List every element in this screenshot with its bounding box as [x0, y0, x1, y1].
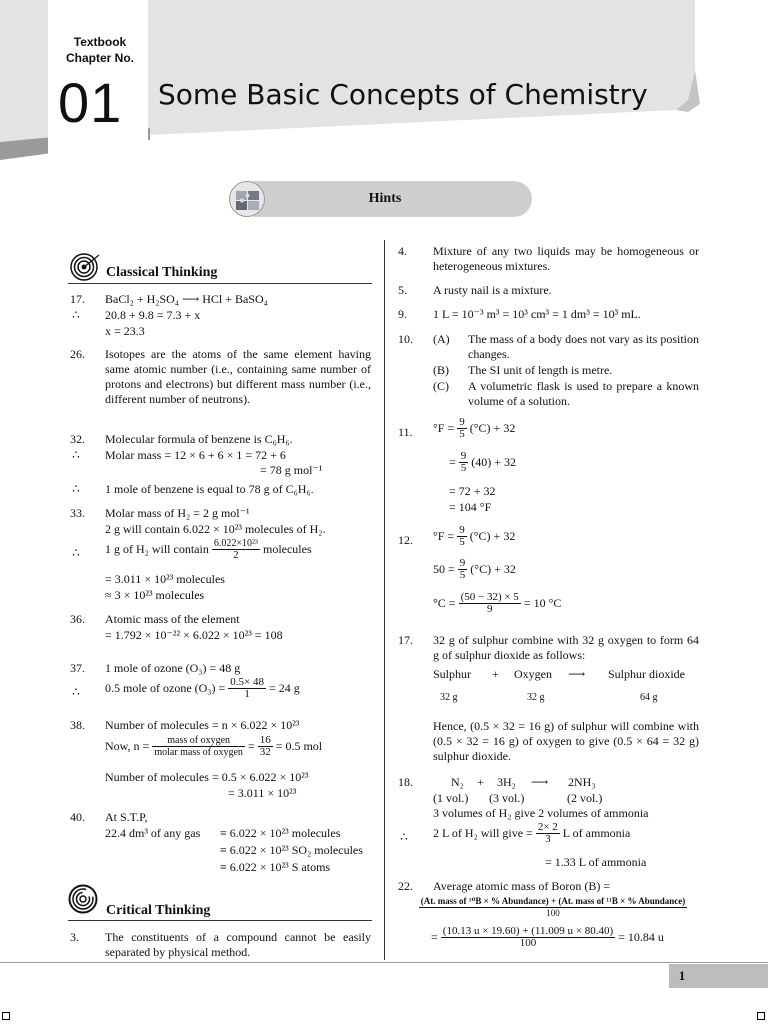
reaction-term: Sulphur	[433, 667, 472, 681]
fraction	[458, 558, 468, 581]
fraction	[419, 896, 687, 919]
fraction-prefix: Now, n =	[105, 739, 150, 753]
fraction-suffix: (°C) + 32	[470, 562, 516, 576]
answer-line: = 104 °F	[449, 500, 492, 514]
question-number: 12.	[398, 533, 413, 547]
fraction-suffix: = 0.5 mol	[275, 739, 323, 753]
fraction-line	[105, 677, 300, 700]
option-text: The SI unit of length is metre.	[468, 363, 613, 377]
fraction-numerator: 9	[459, 416, 465, 428]
answer-line: ≡ 6.022 × 10²³ SO₂ molecules	[220, 843, 363, 857]
reaction-term: Oxygen	[514, 667, 552, 681]
crop-mark	[757, 1012, 765, 1020]
fraction	[457, 417, 467, 440]
fraction-line	[449, 451, 516, 474]
fraction	[258, 735, 273, 758]
reaction-term: 2NH₃	[568, 775, 596, 789]
question-number: 17.	[70, 292, 85, 306]
answer-line: 22.4 dm³ of any gas	[105, 826, 201, 840]
textbook-label-line2: Chapter No.	[65, 51, 134, 65]
fraction-numerator: mass of oxygen	[152, 735, 245, 747]
fraction-denominator: 100	[546, 908, 560, 918]
fraction-line	[433, 525, 515, 548]
question-number: 18.	[398, 775, 413, 789]
therefore-symbol: ∴	[72, 308, 80, 322]
fraction	[441, 926, 615, 949]
answer-text: 32 g of sulphur combine with 32 g oxygen to form 64 g of sulphur dioxide as follows:	[433, 633, 699, 662]
option-label: (B)	[433, 363, 449, 377]
fraction-suffix: (40) + 32	[471, 455, 517, 469]
column-divider	[384, 240, 385, 960]
textbook-chapter-label	[50, 34, 150, 66]
fraction-numerator: 0.5× 48	[230, 676, 264, 688]
reaction-term: Sulphur dioxide	[608, 667, 685, 681]
fraction-numerator: 9	[459, 524, 465, 536]
answer-line: = 1.792 × 10⁻²² × 6.022 × 10²³ = 108	[105, 628, 283, 642]
question-number: 9.	[398, 307, 407, 321]
target-icon	[70, 252, 100, 282]
fraction-numerator: 2× 2	[537, 821, 558, 833]
section-rule	[68, 920, 372, 921]
fraction	[459, 451, 469, 474]
fraction-line	[431, 926, 664, 949]
fraction-denominator: 3	[545, 833, 551, 845]
question-number: 4.	[398, 244, 407, 258]
answer-line: Number of molecules = n × 6.022 × 10²³	[105, 718, 300, 732]
fraction-suffix: = 24 g	[268, 681, 300, 695]
question-number: 32.	[70, 432, 85, 446]
page-number: 1	[678, 968, 686, 983]
question-number: 11.	[398, 425, 413, 439]
question-number: 17.	[398, 633, 413, 647]
puzzle-icon	[229, 181, 265, 217]
fraction-line	[433, 592, 561, 615]
option-label: (C)	[433, 379, 449, 393]
equals-sign: =	[247, 739, 255, 753]
section-rule	[68, 283, 372, 284]
fraction-numerator: (10.13 u × 19.60) + (11.009 u × 80.40)	[442, 925, 614, 937]
equation-line: x = 23.3	[105, 324, 145, 338]
fraction-denominator: 5	[459, 428, 465, 440]
volume-label: (2 vol.)	[567, 791, 603, 805]
fraction-denominator: 5	[459, 536, 465, 548]
answer-line: = 3.011 × 10²³	[228, 786, 297, 800]
fraction-line	[433, 822, 630, 845]
option-text: A volumetric flask is used to prepare a known volume of a solution.	[468, 379, 699, 408]
fraction-suffix: = 10.84 u	[618, 930, 664, 944]
answer-line: 2 g will contain 6.022 × 10²³ molecules of H₂.	[105, 522, 326, 536]
fraction-denominator: 32	[259, 746, 271, 758]
question-number: 10.	[398, 332, 413, 346]
fraction-prefix: °F =	[433, 529, 455, 543]
reaction-term: N₂	[451, 775, 464, 789]
volume-label: (3 vol.)	[489, 791, 525, 805]
fraction-suffix: molecules	[262, 542, 312, 556]
answer-text: 1 L = 10⁻³ m³ = 10³ cm³ = 1 dm³ = 10³ mL.	[433, 307, 641, 321]
fraction-numerator: 6.022×10²³	[213, 538, 258, 549]
answer-text: Hence, (0.5 × 32 = 16 g) of sulphur will combine with (0.5 × 32 = 16 g) of oxygen to give (0.5 × 64 = 32 g) sulphur dioxide.	[433, 719, 699, 763]
fraction-denominator: 9	[486, 603, 493, 615]
answer-text: The constituents of a compound cannot be easily separated by physical method.	[105, 930, 371, 959]
option-label: (A)	[433, 332, 450, 346]
question-number: 40.	[70, 810, 85, 824]
therefore-symbol: ∴	[72, 448, 80, 462]
answer-line: Molecular formula of benzene is C₆H₆.	[105, 432, 293, 446]
fraction-prefix: =	[431, 930, 438, 944]
fraction-prefix: =	[449, 455, 456, 469]
textbook-label-line1: Textbook	[73, 35, 127, 49]
footer-rule	[0, 962, 768, 963]
fraction-suffix: (°C) + 32	[469, 529, 516, 543]
question-number: 36.	[70, 612, 85, 626]
fraction	[459, 592, 521, 615]
fraction-line	[105, 538, 312, 561]
answer-line: 1 mole of benzene is equal to 78 g of C₆H₆.	[105, 482, 314, 496]
fraction-prefix: 50 =	[433, 562, 455, 576]
fraction-prefix: °C =	[433, 596, 456, 610]
fraction-suffix: L of ammonia	[562, 826, 631, 840]
fraction-numerator: (At. mass of ¹⁰B × % Abundance) + (At. mass of ¹¹B × % Abundance)	[420, 896, 686, 906]
fraction-prefix: 1 g of H₂ will contain	[105, 542, 209, 556]
fraction-denominator: 100	[519, 937, 537, 949]
answer-line: Molar mass = 12 × 6 + 6 × 1 = 72 + 6	[105, 448, 286, 462]
answer-line: 1 mole of ozone (O₃) = 48 g	[105, 661, 241, 675]
mass-label: 32 g	[527, 692, 545, 703]
fraction	[228, 677, 266, 700]
chapter-title: Some Basic Concepts of Chemistry	[158, 78, 648, 111]
answer-text: Isotopes are the atoms of the same element having same atomic number (i.e., containing same number of protons and electrons) but different mass number (i.e., different number of neutrons).	[105, 347, 371, 406]
chapter-number: 01	[58, 71, 123, 134]
reaction-term: 3H₂	[497, 775, 516, 789]
fraction	[457, 525, 467, 548]
answer-line: Average atomic mass of Boron (B) =	[433, 879, 611, 893]
fraction	[212, 538, 260, 561]
answer-line: ≡ 6.022 × 10²³ S atoms	[220, 860, 331, 874]
fraction	[152, 735, 245, 758]
answer-line: ≡ 6.022 × 10²³ molecules	[220, 826, 341, 840]
question-number: 3.	[70, 930, 79, 944]
answer-line: 3 volumes of H₂ give 2 volumes of ammonia	[433, 806, 649, 820]
fraction-numerator: 9	[460, 450, 467, 462]
question-number: 22.	[398, 879, 413, 893]
fraction-line	[433, 417, 515, 440]
maze-icon	[68, 884, 98, 914]
therefore-symbol: ∴	[72, 685, 80, 699]
question-number: 38.	[70, 718, 85, 732]
section-heading-critical: Critical Thinking	[106, 903, 211, 918]
section-heading-classical: Classical Thinking	[106, 265, 218, 280]
option-text: The mass of a body does not vary as its position changes.	[468, 332, 699, 361]
reaction-arrow: ⟶	[568, 667, 586, 681]
equation-line: 20.8 + 9.8 = 7.3 + x	[105, 308, 201, 322]
answer-text: A rusty nail is a mixture.	[433, 283, 552, 297]
reaction-term: +	[477, 775, 484, 789]
question-number: 26.	[70, 347, 85, 361]
answer-line: = 1.33 L of ammonia	[545, 855, 647, 869]
fraction-prefix: 2 L of H₂ will give =	[433, 826, 533, 840]
fraction-suffix: (°C) + 32	[469, 421, 516, 435]
reaction-arrow: ⟶	[531, 775, 549, 789]
answer-line: ≈ 3 × 10²³ molecules	[105, 588, 205, 602]
fraction-denominator: 2	[233, 549, 239, 561]
answer-text: Mixture of any two liquids may be homogeneous or heterogeneous mixtures.	[433, 244, 699, 273]
mass-label: 32 g	[440, 692, 458, 703]
answer-line: At S.T.P,	[105, 810, 148, 824]
volume-label: (1 vol.)	[433, 791, 469, 805]
answer-line: = 72 + 32	[449, 484, 496, 498]
fraction-denominator: molar mass of oxygen	[154, 747, 243, 758]
answer-line: = 78 g mol⁻¹	[260, 463, 323, 477]
therefore-symbol: ∴	[72, 546, 80, 560]
fraction-denominator: 1	[244, 688, 250, 700]
answer-line: = 3.011 × 10²³ molecules	[105, 572, 225, 586]
question-number: 37.	[70, 661, 85, 675]
fraction-denominator: 5	[460, 462, 467, 474]
fraction-prefix: °F =	[433, 421, 455, 435]
reaction-term: +	[492, 667, 499, 681]
fraction-numerator: (50 − 32) × 5	[460, 591, 519, 603]
fraction-block	[398, 896, 708, 919]
therefore-symbol: ∴	[400, 830, 408, 844]
hints-label: Hints	[368, 191, 402, 206]
fraction-suffix: = 10 °C	[523, 596, 562, 610]
fraction-numerator: 9	[459, 557, 466, 569]
mass-label: 64 g	[640, 692, 658, 703]
fraction-line	[105, 735, 322, 758]
question-number: 33.	[70, 506, 85, 520]
crop-mark	[2, 1012, 10, 1020]
therefore-symbol: ∴	[72, 482, 80, 496]
fraction-numerator: 16	[259, 734, 271, 746]
answer-line: Number of molecules = 0.5 × 6.022 × 10²³	[105, 770, 309, 784]
answer-line: Molar mass of H₂ = 2 g mol⁻¹	[105, 506, 250, 520]
fraction-line	[433, 558, 516, 581]
fraction	[536, 822, 560, 845]
answer-line: Atomic mass of the element	[105, 612, 240, 626]
fraction-prefix: 0.5 mole of ozone (O₃) =	[105, 681, 226, 695]
question-number: 5.	[398, 283, 407, 297]
fraction-denominator: 5	[459, 569, 466, 581]
equation-line: BaCl₂ + H₂SO₄ ⟶ HCl + BaSO₄	[105, 292, 268, 306]
